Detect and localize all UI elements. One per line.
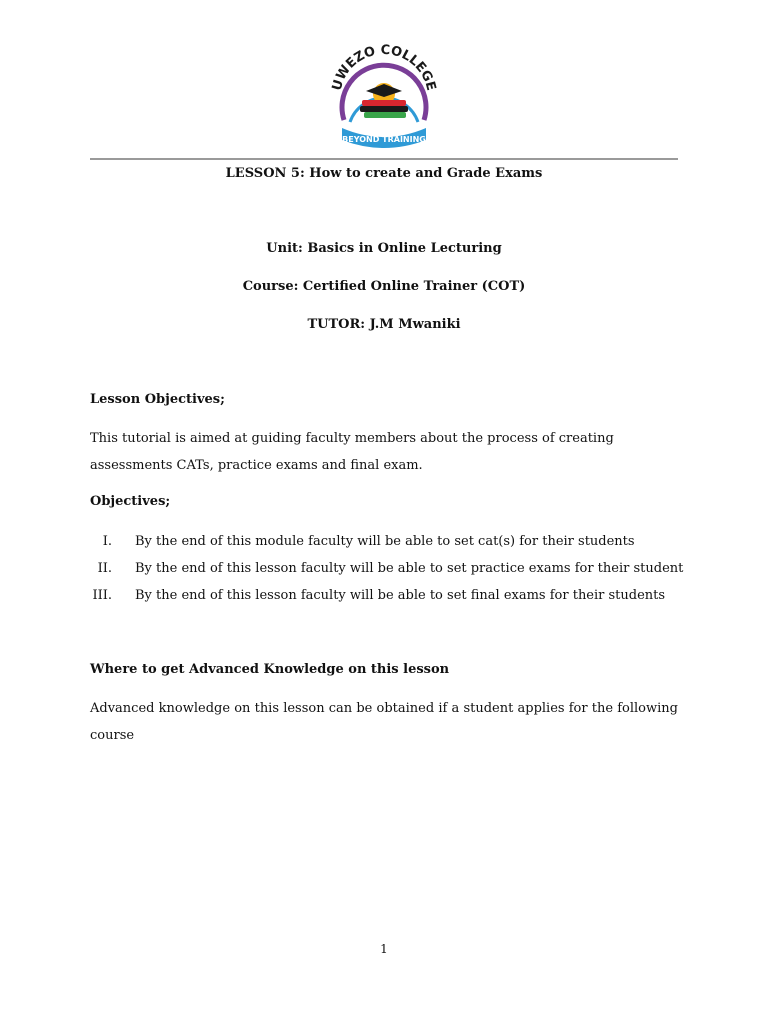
tutor-line: TUTOR: J.M Mwaniki <box>307 317 461 332</box>
lesson-objectives-heading: Lesson Objectives; <box>90 392 225 407</box>
lesson-title: LESSON 5: How to create and Grade Exams <box>225 166 543 181</box>
advanced-text: Advanced knowledge on this lesson can be obtained if a student applies for the following course <box>90 701 678 743</box>
course-line: Course: Certified Online Trainer (COT) <box>242 279 526 294</box>
svg-text:BEYOND TRAINING: BEYOND TRAINING <box>342 135 426 144</box>
objective-text: By the end of this lesson faculty will be able to set practice exams for their student <box>135 561 684 576</box>
unit-line: Unit: Basics in Online Lecturing <box>266 241 502 256</box>
objective-number: II. <box>97 561 112 576</box>
objective-text: By the end of this module faculty will be able to set cat(s) for their students <box>135 534 635 549</box>
objectives-list <box>90 528 690 609</box>
lesson-objectives-intro: This tutorial is aimed at guiding faculty members about the process of creating assessments CATs, practice exams and final exam. <box>90 431 614 473</box>
advanced-heading: Where to get Advanced Knowledge on this lesson <box>90 662 450 677</box>
college-logo-graphic <box>326 42 442 154</box>
objective-item <box>90 555 690 582</box>
svg-text:UWEZO COLLEGE: UWEZO COLLEGE <box>329 42 439 93</box>
objectives-heading: Objectives; <box>90 494 171 509</box>
objective-number: I. <box>102 534 112 549</box>
college-logo <box>326 42 442 154</box>
objective-item <box>90 582 690 609</box>
objective-text: By the end of this lesson faculty will be able to set final exams for their students <box>135 588 666 603</box>
objective-number: III. <box>92 588 112 603</box>
objective-item <box>90 528 690 555</box>
header-divider <box>90 158 678 160</box>
page-number: 1 <box>380 942 388 956</box>
